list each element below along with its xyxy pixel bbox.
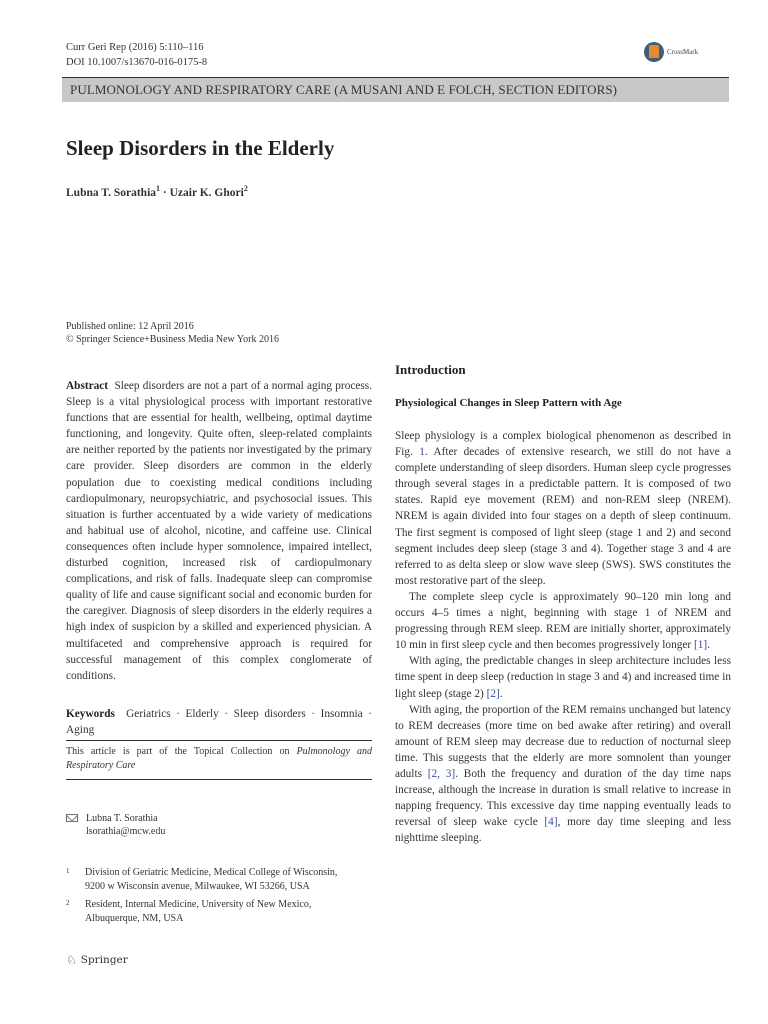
abstract-text: Sleep disorders are not a part of a normal aging process. Sleep is a vital physiological process with important restorative functions that are essential for health, wellbeing, optimal daytime functioning, and longevity. Quite often, sleep-related complaints are neither reported by the patients nor investigated by the primary care provider. Sleep disorders are common in the elderly population due to coexisting medical conditions including cardiopulmonary, neuropsychiatric, and psychosocial issues. This situation is further accentuated by a wide variety of medications and habitual use of alcohol, nicotine, and caffeine use. Clinical consequences often include hyper somnolence, impaired intellect, disturbed cognition, increased risk of cardiopulmonary complications, and risk of falls. Inadequate sleep can compromise quality of life and cause significant social and economic burden for the caregiver. Diagnosis of sleep disorders in the elderly requires a high index of suspicion by a skilled and experienced physician. A multifaceted and comprehensive approach is required for successful management of this complex conglomerate of conditions. — [66, 380, 372, 682]
author-separator: · — [160, 186, 170, 199]
journal-reference — [66, 40, 207, 70]
envelope-icon — [66, 814, 78, 822]
paragraph — [395, 428, 731, 589]
correspondence-name: Lubna T. Sorathia — [86, 813, 158, 824]
crossmark-button[interactable] — [644, 42, 698, 62]
citation-link[interactable]: [1] — [693, 639, 708, 652]
paragraph-text: With aging, the proportion of the REM remains unchanged but latency to REM decreases (more time on bed awake after retiring) and overall amount of REM sleep may decrease due to reduction of nocturnal sleep time. This suggests that the elderly are more somnolent than younger adults — [395, 703, 731, 780]
topical-collection-note — [66, 740, 372, 780]
paragraph — [395, 589, 731, 653]
introduction-body — [395, 428, 731, 846]
figure-link[interactable]: 1 — [419, 446, 425, 459]
citation-link[interactable]: [4] — [544, 816, 558, 829]
paragraph — [395, 653, 731, 701]
crossmark-icon — [644, 42, 664, 62]
abstract-label: Abstract — [66, 380, 109, 392]
affiliation-number: 1 — [66, 867, 70, 875]
topical-prefix: This article is part of the Topical Collection on — [66, 746, 297, 757]
publisher-name: Springer — [80, 954, 128, 966]
section-heading-introduction: Introduction — [395, 362, 466, 377]
copyright-notice: © Springer Science+Business Media New York 2016 — [66, 334, 279, 345]
published-date: Published online: 12 April 2016 — [66, 321, 194, 332]
keywords-text: Geriatrics · Elderly · Sleep disorders · Insomnia · Aging — [66, 708, 372, 737]
author-affil-sup: 1 — [156, 184, 161, 193]
author-affil-sup: 2 — [243, 184, 248, 193]
author-list — [66, 184, 248, 199]
correspondence — [66, 812, 165, 838]
author-name[interactable]: Uzair K. Ghori — [169, 186, 244, 199]
crossmark-label: CrossMark — [667, 48, 699, 56]
paragraph-text: . After decades of extensive research, we still do not have a complete understanding of sleep disorders. Human sleep cycle progresses through several stages in a predictable pattern. It is composed of two states. Rapid eye movement (REM) and non-REM sleep (NREM). NREM is again divided into four stages on a depth of sleep continuum. The first segment is composed of light sleep (stage 1 and 2) and second segment includes deep sleep (stage 3 and 4). Together stage 3 and 4 are referred to as delta sleep or slow wave sleep (SWS). SWS constitutes the most restorative part of the sleep. — [395, 446, 732, 587]
keywords-label: Keywords — [66, 708, 115, 720]
publication-info — [66, 320, 279, 346]
abstract — [66, 378, 372, 684]
journal-citation: Curr Geri Rep (2016) 5:110–116 — [66, 42, 204, 53]
correspondence-email[interactable]: lsorathia@mcw.edu — [86, 826, 166, 837]
paragraph-text: The complete sleep cycle is approximately 90–120 min long and occurs 4–5 times a night, beginning with stage 1 of NREM and progressing through REM sleep. REM are initially shorter, approximately 10 min in first sleep cycle and then becomes progressively longer — [395, 590, 731, 652]
citation-link[interactable]: [2, 3] — [427, 767, 456, 780]
keywords — [66, 706, 372, 738]
springer-logo — [66, 953, 128, 967]
paragraph-text: Sleep physiology is a complex biological phenomenon as described in Fig. — [395, 430, 731, 459]
affiliation-2 — [66, 898, 311, 926]
affiliation-1 — [66, 866, 337, 894]
affiliation-line: Division of Geriatric Medicine, Medical College of Wisconsin, — [85, 867, 338, 878]
author-name[interactable]: Lubna T. Sorathia — [66, 186, 157, 199]
article-title: Sleep Disorders in the Elderly — [66, 136, 335, 160]
affiliation-line: 9200 w Wisconsin avenue, Milwaukee, WI 53266, USA — [85, 881, 310, 892]
springer-horse-icon: ♘ — [66, 953, 77, 967]
citation-link[interactable]: [2] — [486, 687, 500, 700]
paragraph-text: . — [707, 639, 710, 652]
section-banner: PULMONOLOGY AND RESPIRATORY CARE (A MUSANI AND E FOLCH, SECTION EDITORS) — [62, 77, 729, 102]
paragraph — [395, 702, 731, 847]
affiliation-line: Albuquerque, NM, USA — [85, 913, 184, 924]
topical-collection-name: Pulmonology and Respiratory Care — [66, 746, 372, 771]
subsection-heading: Physiological Changes in Sleep Pattern with Age — [395, 397, 622, 409]
affiliation-number: 2 — [66, 899, 70, 907]
paragraph-text: , more day time sleeping and less nighttime sleeping. — [395, 816, 731, 845]
paragraph-text: . — [499, 687, 503, 700]
paragraph-text: . Both the frequency and duration of the day time naps increase, although the increase in duration is small relative to increase in napping frequency. This excessive day time napping eventually leads to reversal of sleep wake cycle — [395, 767, 731, 829]
doi-link[interactable]: DOI 10.1007/s13670-016-0175-8 — [66, 57, 208, 68]
affiliation-line: Resident, Internal Medicine, University of New Mexico, — [85, 899, 312, 910]
paragraph-text: With aging, the predictable changes in sleep architecture includes less time spent in deep sleep (reduction in stage 3 and 4) and increased time in light sleep (stage 2) — [395, 655, 731, 700]
